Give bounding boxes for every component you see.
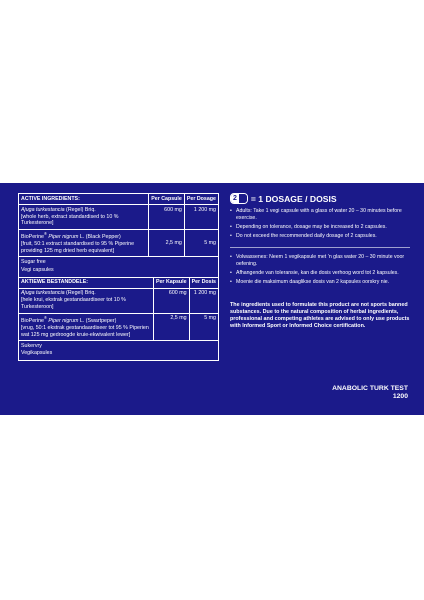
per-capsule-value: 2,5 mg xyxy=(149,229,185,257)
list-item: • Adults: Take 1 vegi capsule with a glass of water 20 – 30 minutes before exercise. xyxy=(230,208,410,222)
list-item: • Depending on tolerance, dosage may be increased to 2 capsules. xyxy=(230,224,410,231)
ingredient-brand: BioPerine xyxy=(21,317,44,324)
ingredient-name-rest: (Regel) Briq. xyxy=(64,206,96,213)
registered-mark: ® xyxy=(43,315,47,321)
capsule-count: 2 xyxy=(233,195,237,202)
ingredient-name-rest: (Regel) Briq. xyxy=(64,290,96,297)
ingredient-tables xyxy=(18,193,219,361)
ingredient-description: [hele krui, ekstrak gestandaardiseer tot 10 % Turkesteroon] xyxy=(21,297,126,311)
divider xyxy=(230,247,410,248)
ingredient-description: [vrug, 50:1 ekstrak gestandaardiseer tot 95 % Piperien wat 125 mg gedroogde kruie-ekwivalent lewer] xyxy=(21,324,149,338)
ingredient-brand: BioPerine xyxy=(21,234,44,241)
note-sugar-free: Sugar free xyxy=(21,259,46,266)
ingredient-latin-name: Piper nigrum xyxy=(46,317,79,324)
capsule-half xyxy=(239,194,247,203)
per-dosage-value: 1 200 mg xyxy=(184,205,218,230)
list-item: • Moenie die maksimum daaglikse dosis van 2 kapsules oorskry nie. xyxy=(230,279,410,286)
ingredient-cell xyxy=(19,229,149,257)
table-notes-english xyxy=(18,257,219,276)
header-per-capsule: Per Kapsule xyxy=(153,277,189,288)
ingredient-name-rest: L. (Black Pepper) xyxy=(78,234,121,241)
table-notes-afrikaans xyxy=(18,341,219,361)
ingredients-table-afrikaans xyxy=(18,277,219,341)
note-vegi-capsules: Vegi capsules xyxy=(21,266,54,273)
list-item: • Volwassenes: Neem 1 vegikapsule met ’n glas water 20 – 30 minute voor oefening. xyxy=(230,254,410,268)
table-row xyxy=(19,313,219,341)
list-item: • Afhangende van toleransie, kan die dosis verhoog word tot 2 kapsules. xyxy=(230,270,410,277)
note-vegi-capsules: Vegikapsules xyxy=(21,350,53,357)
ingredient-description: [fruit, 50:1 extract standardised to 95 % Piperine providing 125 mg dried herb equivalent] xyxy=(21,241,135,254)
header-ingredients: AKTIEWE BESTANDDELE: xyxy=(19,277,154,288)
table-header-row xyxy=(19,277,219,288)
per-dosage-value: 1 200 mg xyxy=(189,288,218,313)
header-per-capsule: Per Capsule xyxy=(149,194,185,205)
capsule-icon xyxy=(230,193,248,204)
ingredient-cell xyxy=(19,205,149,230)
ingredient-description: [whole herb, extract standardised to 10 % Turkesterone] xyxy=(21,213,119,227)
ingredient-cell xyxy=(19,288,154,313)
ingredient-latin-name: Ajuga turkestancia xyxy=(21,290,65,297)
dosage-section xyxy=(230,193,410,330)
per-capsule-value: 600 mg xyxy=(149,205,185,230)
product-title xyxy=(332,385,408,401)
header-ingredients: ACTIVE INGREDIENTS: xyxy=(19,194,149,205)
product-size: 1200 xyxy=(392,393,408,401)
dosage-list-afrikaans xyxy=(230,254,410,286)
per-capsule-value: 2,5 mg xyxy=(153,313,189,341)
table-row xyxy=(19,229,219,257)
supplement-label-panel xyxy=(0,183,424,415)
ingredient-latin-name: Piper nigrum xyxy=(46,234,79,241)
header-per-dosage: Per Dosis xyxy=(189,277,218,288)
dosage-list-english xyxy=(230,208,410,240)
header-per-dosage: Per Dosage xyxy=(184,194,218,205)
per-dosage-value: 5 mg xyxy=(184,229,218,257)
ingredient-name-rest: L. (Swartpeper) xyxy=(78,317,117,324)
dosage-title: = 1 DOSAGE / DOSIS xyxy=(250,193,337,204)
dosage-heading xyxy=(230,193,410,204)
registered-mark: ® xyxy=(43,231,47,237)
ingredient-latin-name: Ajuga turkestancia xyxy=(21,206,65,213)
per-capsule-value: 600 mg xyxy=(153,288,189,313)
sports-warning: The ingredients used to formulate this product are not sports banned substances. Due to the natural composition of herbal ingredients, professional and competing athletes are advised to only use products with Informed Sport or Informed Choice certification. xyxy=(230,302,410,330)
product-name: ANABOLIC TURK TEST xyxy=(332,385,408,392)
per-dosage-value: 5 mg xyxy=(189,313,218,341)
table-row xyxy=(19,288,219,313)
table-header-row xyxy=(19,194,219,205)
table-row xyxy=(19,205,219,230)
list-item: • Do not exceed the recommended daily dosage of 2 capsules. xyxy=(230,233,410,240)
ingredients-table-english xyxy=(18,193,219,257)
note-sugar-free: Sukervry xyxy=(21,343,42,350)
ingredient-cell xyxy=(19,313,154,341)
